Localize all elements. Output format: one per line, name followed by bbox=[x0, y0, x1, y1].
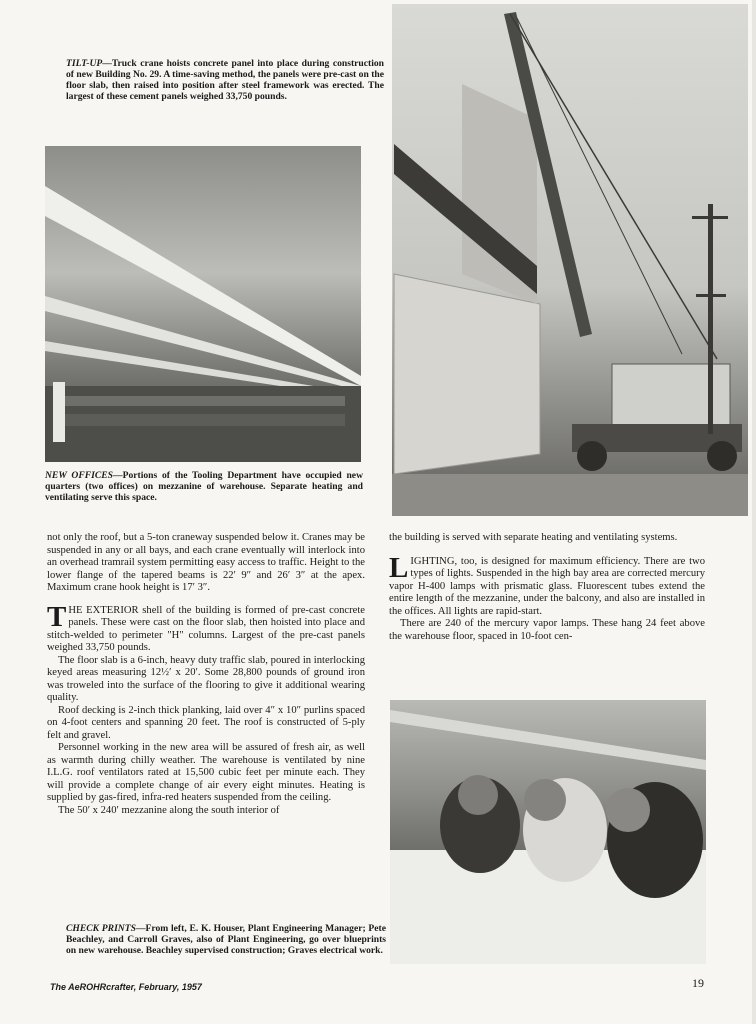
paragraph: Personnel working in the new area will be assured of fresh air, as well as warmth during chilly weather. The warehouse is ventilated by nine I.L.G. roof ventilators rated at 15,500 cubic feet per minute each. They will provide a complete change of air every eight minutes. Heating is supplied by gas-fired, infra-red heaters suspended from the ceiling. bbox=[47, 742, 365, 803]
paragraph: There are 240 of the mercury vapor lamps. These hang 24 feet above the warehouse floor, spaced in 10-foot cen- bbox=[389, 618, 705, 642]
paragraph-exterior bbox=[47, 600, 365, 655]
caption-text: —From left, E. K. Houser, Plant Engineering Manager; Pete Beachley, and Carroll Graves, also of Plant Engineering, go over blueprints on new warehouse. Beachley supervised construction; Graves electrical work. bbox=[66, 923, 386, 956]
crane-photo bbox=[392, 4, 748, 516]
caption-text: —Truck crane hoists concrete panel into place during construction of new Building No. 29. A time-saving method, the panels were pre-cast on the floor slab, then raised into position after steel framework was erected. The largest of these cement panels weighed 33,750 pounds. bbox=[66, 58, 384, 102]
caption-lead: NEW OFFICES bbox=[45, 470, 114, 481]
blueprint-photo-drawing bbox=[390, 700, 706, 964]
paragraph: Roof decking is 2-inch thick planking, laid over 4″ x 10″ purlins spaced on 4-foot centers and spanning 20 feet. The roof is constructed of 5-ply felt and gravel. bbox=[47, 704, 365, 741]
drop-cap: T bbox=[47, 600, 67, 633]
drop-cap: L bbox=[389, 551, 409, 584]
caption-text: —Portions of the Tooling Department have occupied new quarters (two offices) on mezzanine of warehouse. Separate heating and ventilating serve this space. bbox=[45, 470, 363, 503]
caption-check-prints bbox=[66, 923, 386, 956]
left-text-column bbox=[47, 532, 365, 817]
office-photo-drawing bbox=[45, 146, 361, 462]
blueprint-photo bbox=[390, 700, 706, 964]
paragraph: not only the roof, but a 5-ton craneway suspended below it. Cranes may be suspended in any or all bays, and each crane eventually will interlock into an overhead tramrail system permitting easy access to traffic. Height to the lower flange of the tapered beams is 22′ 9″ and 26′ 3″ at the apex. Maximum crane hook height is 17′ 3″. bbox=[47, 532, 365, 593]
paragraph-text: IGHTING, too, is designed for maximum efficiency. There are two types of lights. Suspended in the high bay area are corrected mercury vapor H-400 lamps with prismatic glass. Fluorescent tubes extend the entire length of the mezzanine, under the balcony, and also are installed in the offices. All lights are rapid-start. bbox=[389, 555, 705, 617]
caption-tilt-up bbox=[66, 58, 384, 102]
paragraph: The floor slab is a 6-inch, heavy duty traffic slab, poured in interlocking keyed areas measuring 12½′ x 20′. Some 28,800 pounds of ground iron was troweled into the surface of the flooring to give it additional wearing quality. bbox=[47, 654, 365, 703]
paragraph-lighting bbox=[389, 551, 705, 619]
caption-lead: CHECK PRINTS bbox=[66, 923, 136, 934]
crane-photo-drawing bbox=[392, 4, 748, 516]
page-number: 19 bbox=[692, 976, 704, 990]
caption-new-offices bbox=[45, 470, 363, 503]
caption-lead: TILT-UP bbox=[66, 58, 103, 69]
page-edge bbox=[752, 0, 756, 1024]
office-photo bbox=[45, 146, 361, 462]
right-text-column bbox=[389, 532, 705, 643]
paragraph-text: HE EXTERIOR shell of the building is formed of pre-cast concrete panels. These were cast on the floor slab, then hoisted into place and stitch-welded to perimeter "H" columns. Largest of the pre-cast panels weighed 33,750 pounds. bbox=[47, 604, 365, 653]
publication-footer: The AeROHRcrafter, February, 1957 bbox=[50, 982, 202, 992]
paragraph: the building is served with separate heating and ventilating systems. bbox=[389, 532, 678, 543]
paragraph: The 50′ x 240′ mezzanine along the south interior of bbox=[58, 804, 280, 816]
